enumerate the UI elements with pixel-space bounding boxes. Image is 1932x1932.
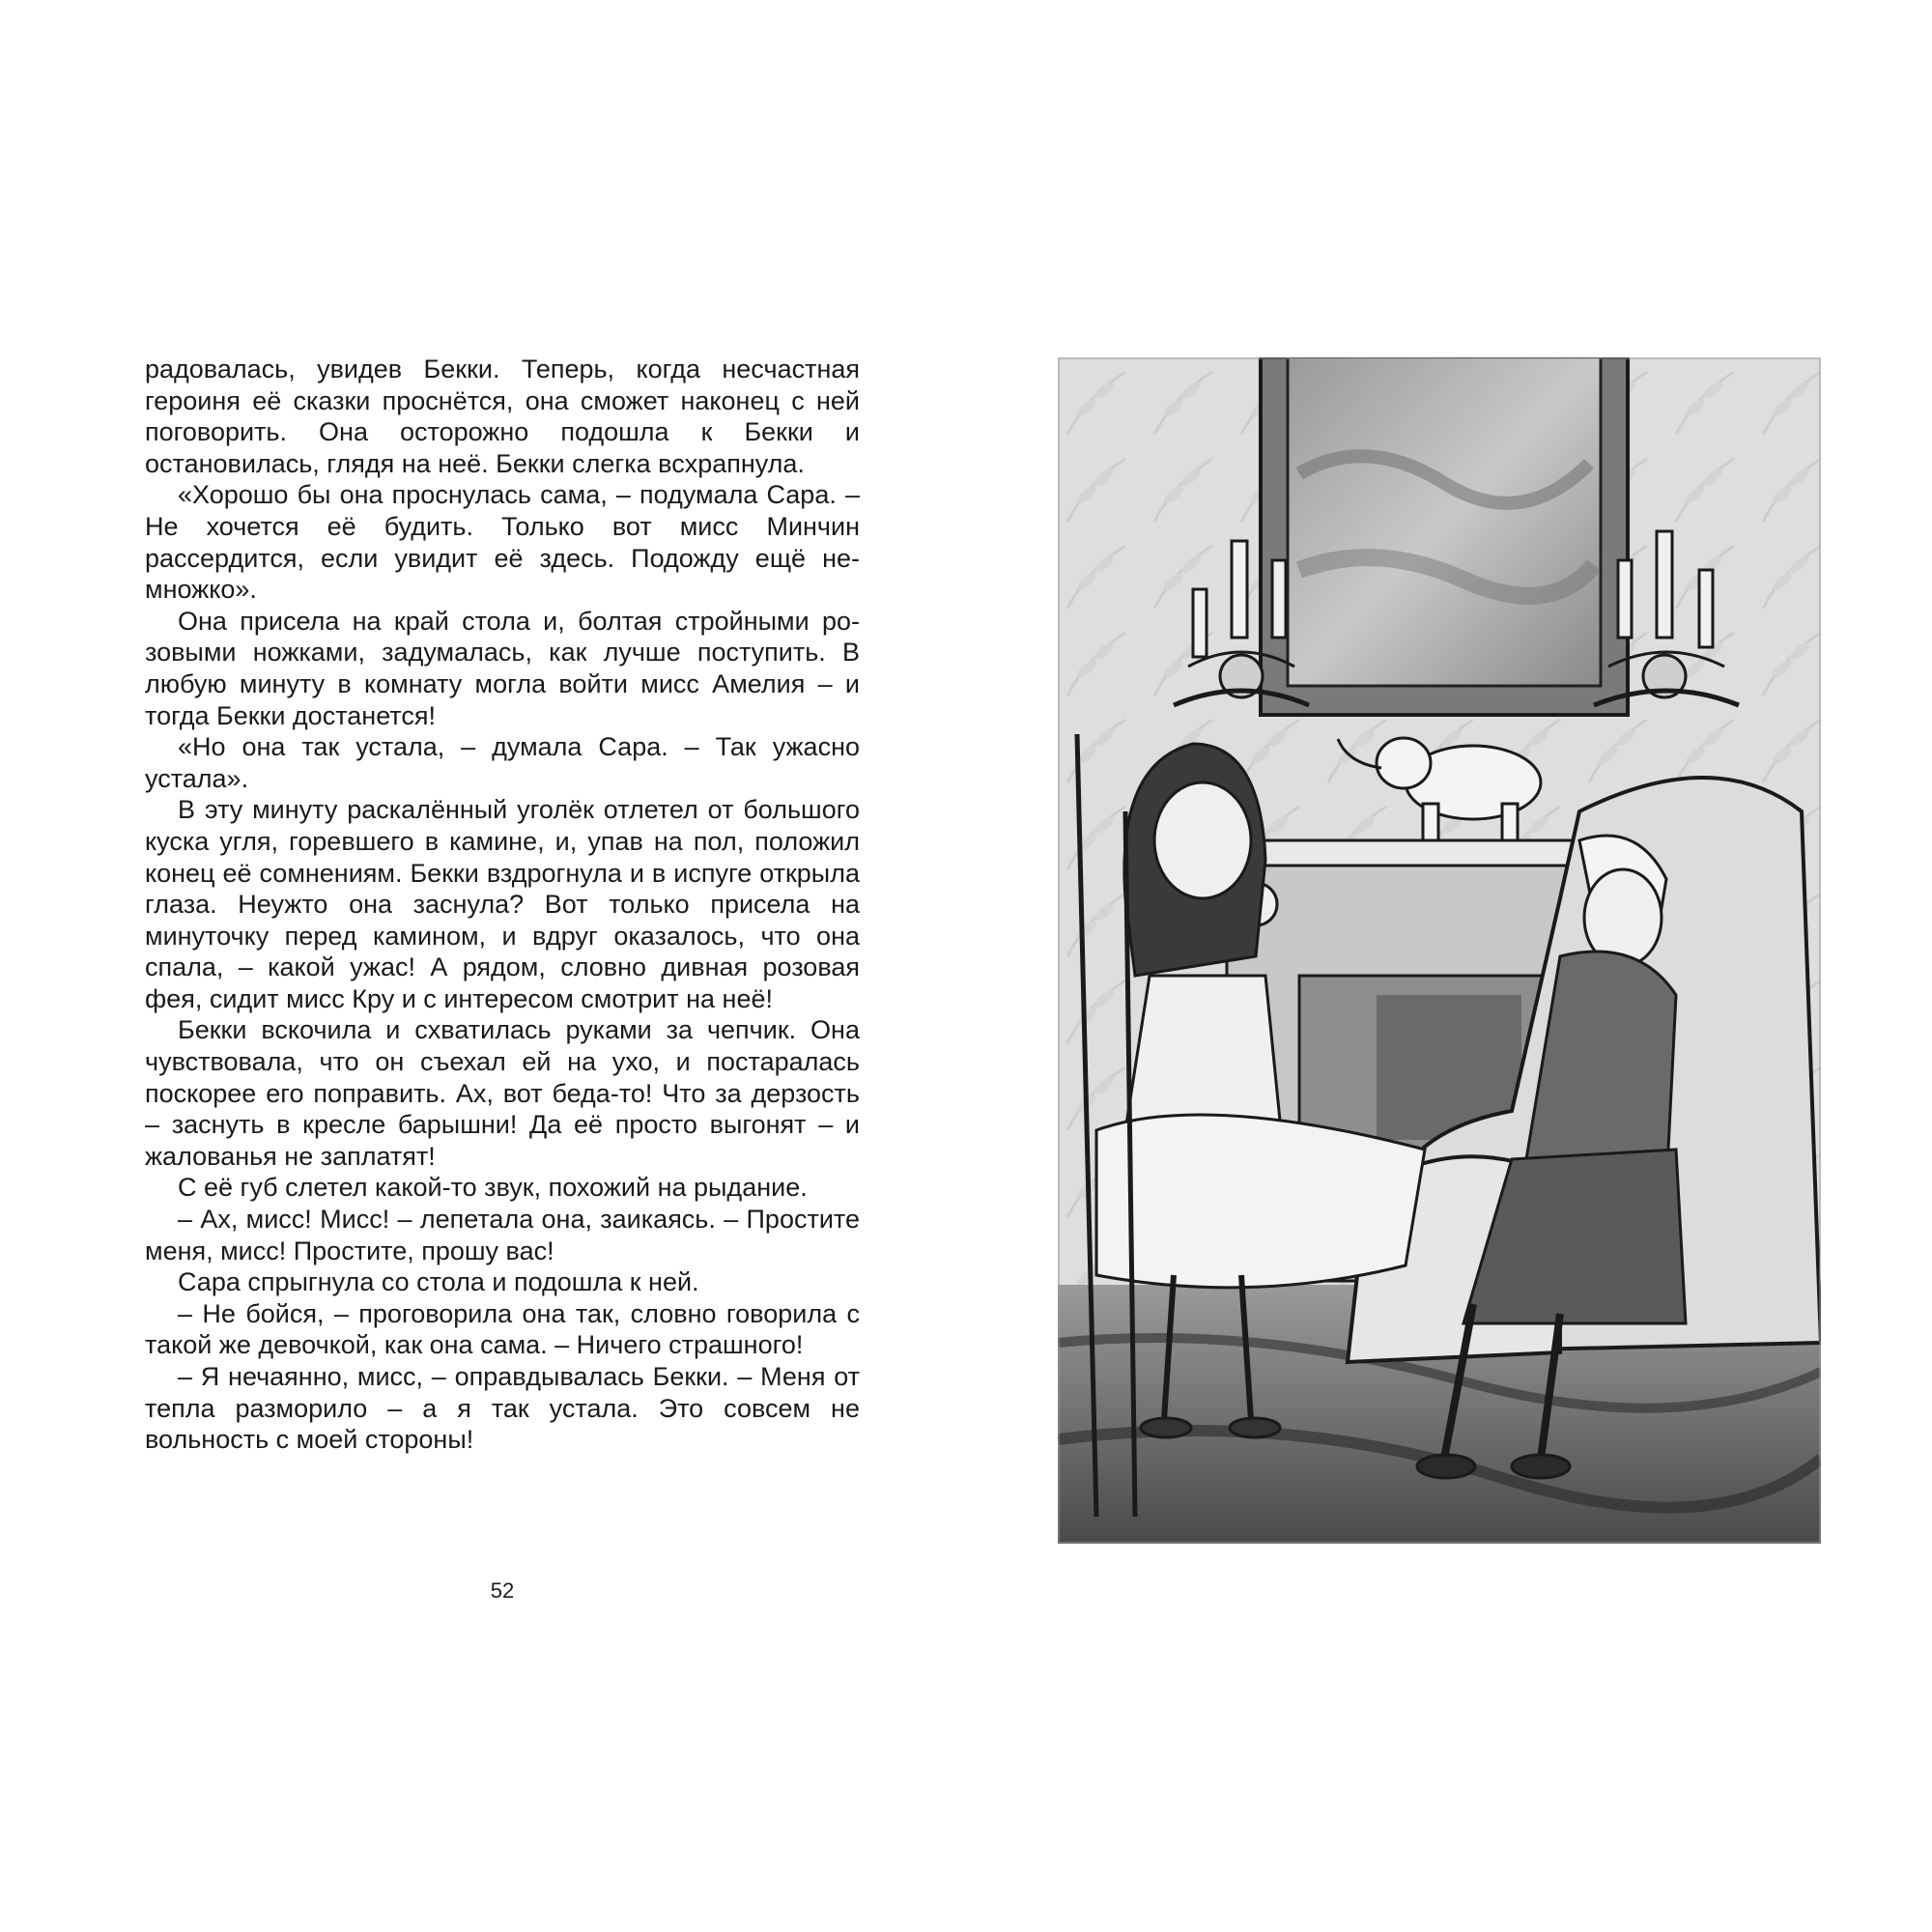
paragraph: радовалась, увидев Бекки. Теперь, когда несчастная героиня её сказки проснётся, она сможет наконец с ней поговорить. Она осторожно подошла к Бекки и остановилась, глядя на неё. Бекки слегка всхрапнула.: [145, 355, 860, 478]
paragraph: – Не бойся, – проговорила она так, словно говорила с такой же девочкой, как она сама. – Ничего страшного!: [145, 1298, 860, 1360]
paragraph: С её губ слетел какой-то звук, похожий на рыдание.: [178, 1173, 808, 1203]
paragraph: Сара спрыгнула со стола и подошла к ней.: [178, 1267, 699, 1297]
paragraph: «Хорошо бы она проснулась сама, – подумала Сара. – Не хочется её будить. Только вот мисс Минчин рассердится, если увидит её здесь. Подожду ещё немножко».: [145, 480, 860, 605]
fireplace-scene-illustration: [1058, 357, 1821, 1544]
text-column: [145, 354, 860, 1456]
paragraph: В эту минуту раскалённый уголёк отлетел от большого куска угля, горевшего в камине, и, упав на пол, положил конец её сомнениям. Бекки вздрогнула и в испуге открыла глаза. Неужто она заснула? Вот только присела на минуточку перед камином, и вдруг оказалось, что она спала, – какой ужас! А рядом, словно дивная розовая фея, сидит мисс Кру и с интересом смотрит на неё!: [145, 795, 860, 1013]
paragraph: – Ах, мисс! Мисс! – лепетала она, заикаясь. – Простите меня, мисс! Простите, прошу вас!: [145, 1205, 860, 1265]
paragraph: «Но она так устала, – думала Сара. – Так ужасно устала».: [145, 732, 860, 793]
paragraph: Бекки вскочила и схватилась руками за чепчик. Она чувствовала, что он съехал ей на ухо, и постаралась поскорее его поправить. Ах, вот беда-то! Что за дерзость – заснуть в кресле барышни! Да её просто выгонят – и жалованья не заплатят!: [145, 1015, 860, 1171]
paragraph: – Я нечаянно, мисс, – оправдывалась Бекки. – Меня от тепла разморило – а я так устала. Это совсем не вольность с моей стороны!: [145, 1362, 860, 1455]
illustration-drawing: [1058, 357, 1821, 1544]
page-number: 52: [490, 1578, 515, 1603]
mirror-glass: [1288, 357, 1601, 686]
paragraph: Она присела на край стола и, болтая стройными розовыми ножками, задумалась, как лучше поступить. В любую минуту в комнату могла войти мисс Амелия – и тогда Бекки достанется!: [145, 606, 860, 730]
